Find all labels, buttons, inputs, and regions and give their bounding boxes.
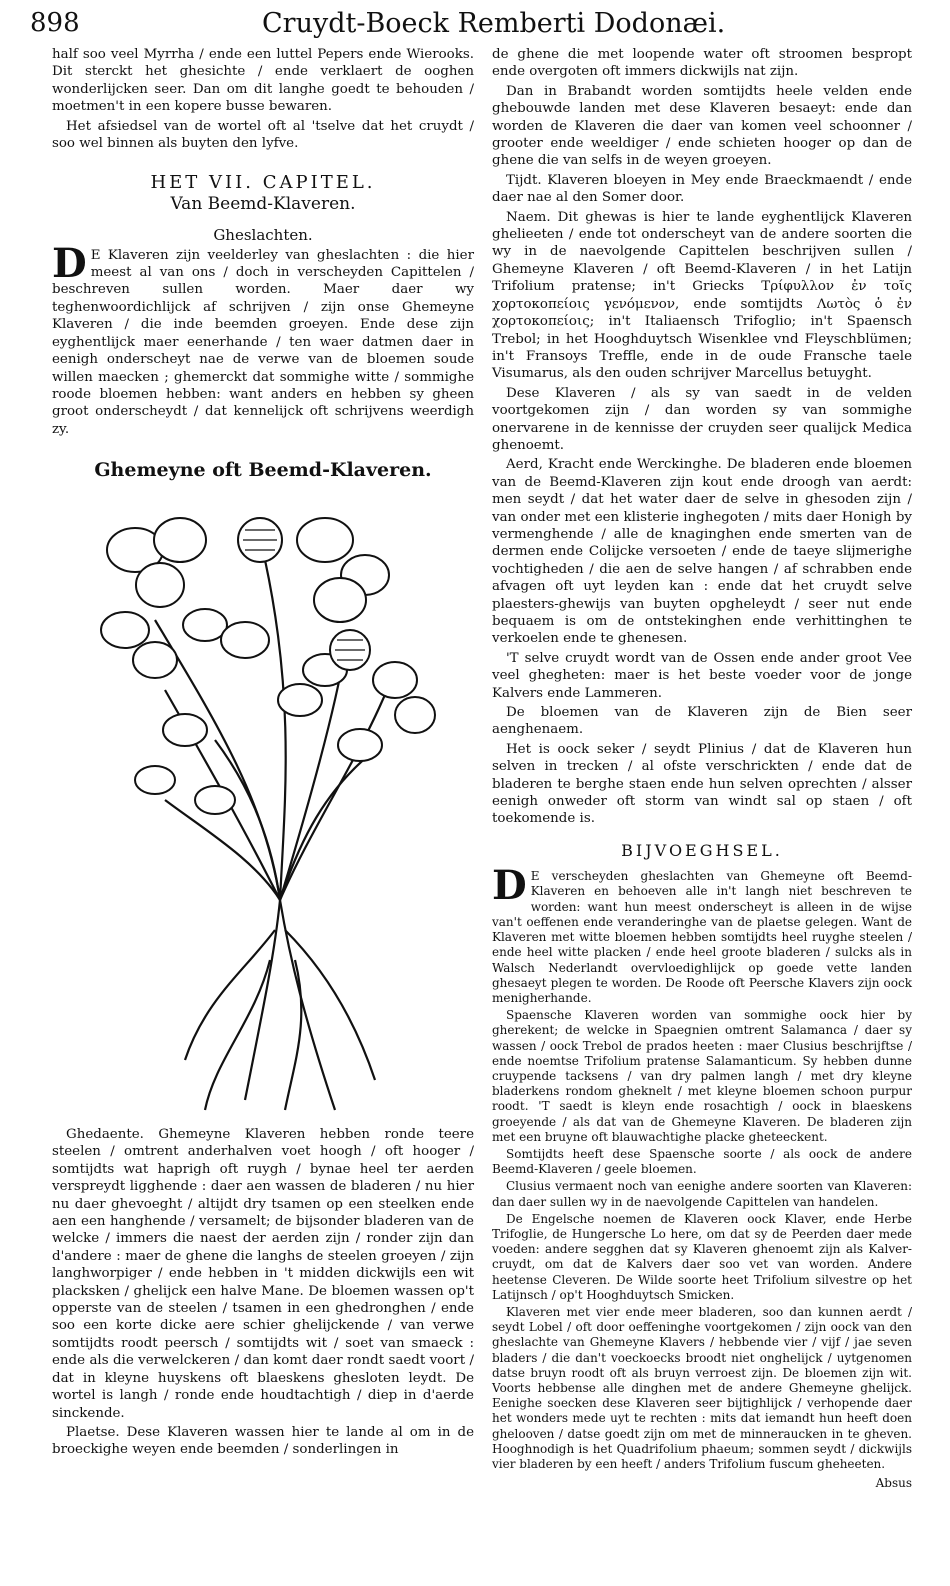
page-header (30, 8, 930, 48)
intro-paragraph-2: Het afsiedsel van de wortel oft al 'tselve dat het cruydt / soo wel binnen als buyten den lyfve. (52, 118, 474, 152)
bijvoeghsel-text-1: E verscheyden gheslachten van Ghemeyne oft Beemd-Klaveren en behoeven alle in't langh niet beschreven te worden: want hun meest onderscheyt is alleen in de wijse van't oeffenen ende veranderinghe van de plaetse gelegen. Want de Klaveren met witte bloemen hebben somtijdts heel ruyghe steelen / ende heel witte placken / ende heel groote bladeren / sulcks als in Walsch Nederlandt overvloedighlijck op goede vette landen ghesaeyt plegen te worden. De Roode oft Peersche Klavers zijn oock menigherhande. (492, 869, 912, 1005)
aerd-paragraph: Aerd, Kracht ende Werckinghe. De bladeren ende bloemen van de Beemd-Klaveren zijn kout ende droogh van aerdt: men seydt / dat het water daer de selve in ghesoden zijn / van onder met een klisterie inghegoten / mits daer Honigh by vermenghende / alle de knaginghen ende smerten van de dermen ende Colijcke versoeten / ende de taeye slijmerighe vochtigheden / die aen de selve hangen / af schrabben ende afvagen oft uyt leyden kan : ende dat het cruydt selve plaesters-ghewijs van buyten opgheleydt / seer nut ende bequaem is om de ontstekinghen ende verhittinghen te verkoelen ende te ghenesen. (492, 457, 912, 647)
right-paragraph-1: de ghene die met loopende water oft stroomen bespropt ende overgoten oft immers dickwijls nat zijn. (492, 47, 912, 80)
drop-cap: D (52, 239, 87, 287)
right-paragraph-7: 'T selve cruydt wordt van de Ossen ende ander groot Vee veel ghegheten: maer is het beste voeder voor de jonge Kalvers ende Lammeren. (492, 650, 912, 701)
right-paragraph-5: Dese Klaveren / als sy van saedt in de velden voortgekomen zijn / dan worden sy van sommighe onervarene in de kennisse der cruyden seer qualijck Medica ghenoemt. (492, 385, 912, 453)
catchword: Absus (875, 1476, 912, 1491)
bijvoeghsel-paragraph-5: De Engelsche noemen de Klaveren oock Klaver, ende Herbe Trifoglie, de Hungersche Lo here, om dat sy de Peerden daer mede voeden: andere segghen dat sy Klaveren ghenoemt zijn als Kalver-cruydt, om dat de Kalvers daer soo vet van worden. Andere heetense Cleveren. De Wilde soorte heet Trifolium silvestre op het Latijnsch / op't Hooghduytsch Smicken. (492, 1211, 912, 1302)
page-number: 898 (30, 8, 80, 38)
bijvoeghsel-section (492, 862, 912, 1491)
bijvoeghsel-paragraph-1 (492, 862, 912, 1006)
clover-woodcut-illustration (95, 500, 440, 1120)
drop-cap-bijvoeghsel: D (492, 862, 527, 910)
chapter-heading: HET VII. CAPITEL. (150, 172, 376, 194)
right-column (492, 46, 912, 1491)
chapter-title: Van Beemd-Klaveren. (170, 193, 356, 214)
right-paragraph-2: Dan in Brabandt worden somtijdts heele velden ende ghebouwde landen met dese Klaveren besaeyt: ende dan worden de Klaveren die daer van komen veel schoonner / grooter ende weeldiger / ende schieten hooger op dan de ghene die van selfs in de weyen groeyen. (492, 83, 912, 169)
gedaente-paragraph: Ghedaente. Ghemeyne Klaveren hebben ronde teere steelen / omtrent anderhalven voet hoogh / oft hooger / somtijdts wat haprigh oft ruygh / bynae heel ter aerden verspreydt ligghende : daer aen wassen de bladeren / nu hier nu daer ghevoeght / altijdt dry tsamen op een steelken ende aen een hanghende / versamelt; de bijsonder bladeren van de welcke / immers die naest der aerden zijn / ronder zijn dan d'andere : maer de ghene die langhs de steelen groeyen / zijn langhworpiger / ende hebben in 't midden dickwijls een wit placksken / ghelijck een halve Mane. De bloemen wassen op't opperste van de steelen / tsamen in een ghedronghen / ende soo een korte dicke aere schier ghelijckende / van verwe somtijdts roodt peersch / somtijdts wit / soet van smaeck : ende als die verwelckeren / dan komt daer rondt saedt voort / dat in kleyne huyskens oft blaeskens ghesloten leydt. De wortel is langh / ronde ende houdtachtigh / diep in d'aerde sinckende. (52, 1127, 474, 1421)
bijvoeghsel-paragraph-3: Somtijdts heeft dese Spaensche soorte / als oock de andere Beemd-Klaveren / geele bloemen. (492, 1146, 912, 1177)
left-column (52, 46, 474, 480)
plant-heading: Ghemeyne oft Beemd-Klaveren. (94, 459, 432, 482)
section-heading-geslachten: Gheslachten. (213, 226, 313, 245)
bijvoeghsel-paragraph-2: Spaensche Klaveren worden van sommighe oock hier by gherekent; de welcke in Spaegnien omtrent Salamanca / daer sy wassen / oock Trebol de prados heeten : maer Clusius beschrijftse / ende noemtse Trifolium pratense Salamanticum. Sy hebben dunne cruypende tacksens / van dry palmen langh / met dry kleyne bladerkens rondom gheknelt / met kleyne bloemen schoon purpur roodt. 'T saedt is kleyn ende rosachtigh / oock in blaeskens groeyende / als dat van de Ghemeyne Klaveren. De bladeren zijn met een bruyne oft blauwachtighe placke gheteeckent. (492, 1008, 912, 1144)
bijvoeghsel-paragraph-4: Clusius vermaent noch van eenighe andere soorten van Klaveren: dan daer sullen wy in de naevolgende Capittelen van handelen. (492, 1179, 912, 1209)
intro-paragraph-1: half soo veel Myrrha / ende een luttel Pepers ende Wierooks. Dit sterckt het ghesichte / ende verklaert de ooghen wonderlijcken seer. Dan om dit langhe goedt te behouden / moetmen't in een koperе busse bewaren. (52, 47, 474, 115)
left-column-bottom (52, 1126, 474, 1461)
bijvoeghsel-paragraph-6: Klaveren met vier ende meer bladeren, soo dan kunnen aerdt / seydt Lobel / oft door oeffeninghe voortgekomen / zijn oock van den gheslachte van Ghemeyne Klavers / hebbende vier / vijf / jae seven bladers / die dan't voeckoecks broodt niet onghelijck / uytgenomen datse bruyn roodt oft als bruyn verroest zijn. De bloemen zijn wit. Voorts hebbense alle dinghen met de andere Ghemeyne ghelijck. Eenighe soecken dese Klaveren seer bijtighlijck / verhopende daer het wonders mede uyt te rechten : mits dat iemandt hun heeft doen ghelooven / datse goedt zijn om met de minneraucken in te gheven. Hooghnodigh is het Quadrifolium phaeum; sommen seydt / dickwijls vier bladeren by een heeft / anders Trifolium fuscum gheheeten. (492, 1304, 912, 1471)
geslachten-text: E Klaveren zijn veelderley van gheslachten : die hier meest al van ons / doch in verscheyden Capittelen / beschreven sullen worden. Maer daer wy teghenwoordichlijck af schrijven / zijn onse Ghemeyne Klaveren / die inde beemden groeyen. Ende dese zijn eyghentlijck maer eenerhande / ten waer datmen daer in eenigh onderscheyt nae de verwe van de bloemen soude willen maecken ; ghemerckt dat sommighe witte / sommighe roode bloemen hebben: want anders en hebben sy gheen groot onderscheydt / dat kennelijck oft schrijvens weerdigh zy. (52, 247, 474, 437)
right-paragraph-8: De bloemen van de Klaveren zijn de Bien seer aenghenaem. (492, 705, 912, 738)
tijdt-paragraph: Tijdt. Klaveren bloeyen in Mey ende Braeckmaendt / ende daer nae al den Somer door. (492, 172, 912, 206)
naem-paragraph: Naem. Dit ghewas is hier te lande eyghentlijck Klaveren ghelieeten / ende tot onderscheyt van de andere soorten die wy in de naevolgende Capittelen beschrijven sullen / Ghemeyne Klaveren / oft Beemd-Klaveren / in het Latijn Trifolium pratense; in't Griecks Τρίφυλλον ἐν τοῖς χορτοκοπείοις γενόμενον, ende somtijdts Λωτὸς ὁ ἐν χορτοκοπείοις; in't Italiaensch Trifoglio; in't Spaensch Trebol; in het Hooghduytsch Wisenklee vnd Fleyschblümen; in't Fransoys Treffle, ende in de oude Fransche taele Visumarus, als den ouden schrijver Marcellus betuyght. (492, 209, 912, 382)
geslachten-paragraph (52, 239, 474, 438)
running-title: Cruydt-Boeck Remberti Dodonæi. (262, 8, 726, 39)
right-paragraph-9: Het is oock seker / seydt Plinius / dat de Klaveren hun selven in treckеn / al ofste verschrickten / ende dat de bladeren te berghe staen ende hun selven oprechten / alsser eenigh onweder oft storm van windt sal op staen / oft toekomende is. (492, 741, 912, 827)
plaetse-paragraph: Plaetse. Dese Klaveren wassen hier te lande al om in de broeckighe weyen ende beemden / sonderlingen in (52, 1424, 474, 1458)
bijvoeghsel-heading: BIJVOEGHSEL. (621, 840, 783, 860)
